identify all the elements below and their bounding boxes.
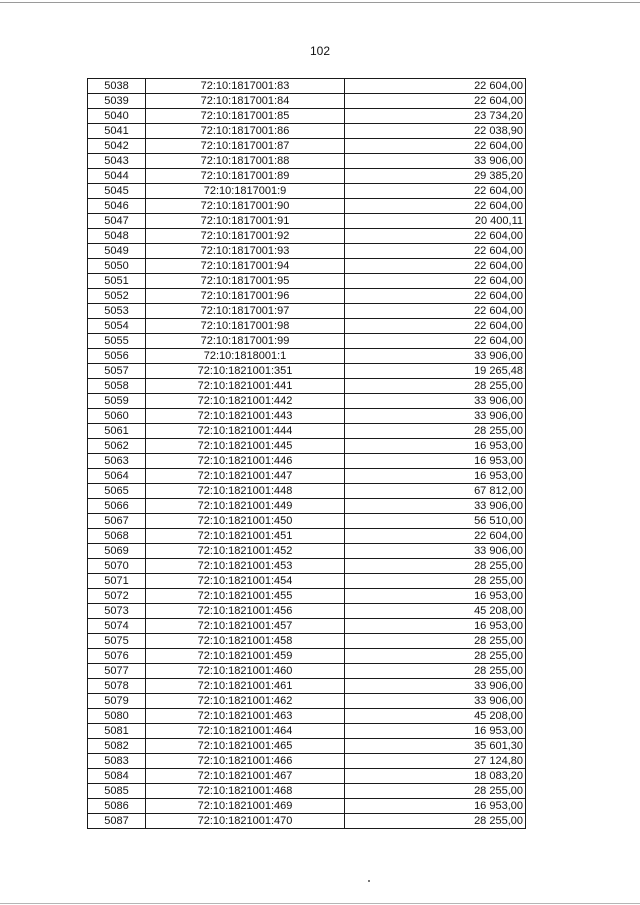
row-number-cell: 5047 xyxy=(88,214,146,229)
row-number-cell: 5081 xyxy=(88,724,146,739)
value-cell: 22 604,00 xyxy=(345,244,526,259)
table-row xyxy=(88,769,526,784)
row-number-cell: 5045 xyxy=(88,184,146,199)
value-cell: 56 510,00 xyxy=(345,514,526,529)
cadastral-number-cell: 72:10:1817001:85 xyxy=(146,109,345,124)
table-body xyxy=(88,79,526,829)
page-number: 102 xyxy=(309,44,331,58)
cadastral-number-cell: 72:10:1821001:447 xyxy=(146,469,345,484)
value-cell: 33 906,00 xyxy=(345,349,526,364)
row-number-cell: 5073 xyxy=(88,604,146,619)
value-cell: 28 255,00 xyxy=(345,664,526,679)
cadastral-number-cell: 72:10:1821001:461 xyxy=(146,679,345,694)
row-number-cell: 5059 xyxy=(88,394,146,409)
cadastral-number-cell: 72:10:1817001:94 xyxy=(146,259,345,274)
table-row xyxy=(88,484,526,499)
row-number-cell: 5044 xyxy=(88,169,146,184)
value-cell: 28 255,00 xyxy=(345,649,526,664)
value-cell: 28 255,00 xyxy=(345,784,526,799)
value-cell: 22 604,00 xyxy=(345,274,526,289)
table-row xyxy=(88,589,526,604)
cadastral-number-cell: 72:10:1821001:448 xyxy=(146,484,345,499)
cadastral-number-cell: 72:10:1817001:84 xyxy=(146,94,345,109)
value-cell: 22 038,90 xyxy=(345,124,526,139)
cadastral-value-table xyxy=(87,78,526,829)
scan-speck xyxy=(368,880,370,882)
top-edge-rule xyxy=(0,2,640,3)
value-cell: 22 604,00 xyxy=(345,229,526,244)
row-number-cell: 5072 xyxy=(88,589,146,604)
table-row xyxy=(88,814,526,829)
row-number-cell: 5046 xyxy=(88,199,146,214)
value-cell: 22 604,00 xyxy=(345,529,526,544)
cadastral-number-cell: 72:10:1817001:86 xyxy=(146,124,345,139)
cadastral-number-cell: 72:10:1817001:91 xyxy=(146,214,345,229)
table-row xyxy=(88,184,526,199)
row-number-cell: 5078 xyxy=(88,679,146,694)
table-row xyxy=(88,214,526,229)
cadastral-number-cell: 72:10:1821001:457 xyxy=(146,619,345,634)
value-cell: 22 604,00 xyxy=(345,199,526,214)
table-row xyxy=(88,139,526,154)
value-cell: 22 604,00 xyxy=(345,139,526,154)
value-cell: 23 734,20 xyxy=(345,109,526,124)
cadastral-number-cell: 72:10:1821001:442 xyxy=(146,394,345,409)
row-number-cell: 5087 xyxy=(88,814,146,829)
row-number-cell: 5066 xyxy=(88,499,146,514)
table-row xyxy=(88,109,526,124)
value-cell: 22 604,00 xyxy=(345,94,526,109)
row-number-cell: 5071 xyxy=(88,574,146,589)
cadastral-number-cell: 72:10:1817001:9 xyxy=(146,184,345,199)
value-cell: 16 953,00 xyxy=(345,439,526,454)
cadastral-number-cell: 72:10:1821001:453 xyxy=(146,559,345,574)
row-number-cell: 5084 xyxy=(88,769,146,784)
table-row xyxy=(88,409,526,424)
table-row xyxy=(88,499,526,514)
cadastral-number-cell: 72:10:1821001:456 xyxy=(146,604,345,619)
value-cell: 22 604,00 xyxy=(345,259,526,274)
row-number-cell: 5039 xyxy=(88,94,146,109)
row-number-cell: 5086 xyxy=(88,799,146,814)
value-cell: 22 604,00 xyxy=(345,184,526,199)
cadastral-number-cell: 72:10:1821001:467 xyxy=(146,769,345,784)
cadastral-number-cell: 72:10:1821001:459 xyxy=(146,649,345,664)
cadastral-number-cell: 72:10:1821001:466 xyxy=(146,754,345,769)
value-cell: 22 604,00 xyxy=(345,289,526,304)
row-number-cell: 5041 xyxy=(88,124,146,139)
row-number-cell: 5060 xyxy=(88,409,146,424)
cadastral-number-cell: 72:10:1821001:460 xyxy=(146,664,345,679)
value-cell: 27 124,80 xyxy=(345,754,526,769)
value-cell: 28 255,00 xyxy=(345,814,526,829)
cadastral-number-cell: 72:10:1821001:470 xyxy=(146,814,345,829)
row-number-cell: 5068 xyxy=(88,529,146,544)
value-cell: 33 906,00 xyxy=(345,679,526,694)
value-cell: 28 255,00 xyxy=(345,634,526,649)
row-number-cell: 5079 xyxy=(88,694,146,709)
table-row xyxy=(88,274,526,289)
value-cell: 28 255,00 xyxy=(345,559,526,574)
cadastral-number-cell: 72:10:1821001:449 xyxy=(146,499,345,514)
table-row xyxy=(88,694,526,709)
value-cell: 22 604,00 xyxy=(345,319,526,334)
table-row xyxy=(88,394,526,409)
cadastral-number-cell: 72:10:1821001:455 xyxy=(146,589,345,604)
row-number-cell: 5042 xyxy=(88,139,146,154)
cadastral-number-cell: 72:10:1821001:462 xyxy=(146,694,345,709)
table-row xyxy=(88,229,526,244)
value-cell: 28 255,00 xyxy=(345,574,526,589)
row-number-cell: 5056 xyxy=(88,349,146,364)
row-number-cell: 5064 xyxy=(88,469,146,484)
cadastral-number-cell: 72:10:1821001:454 xyxy=(146,574,345,589)
cadastral-number-cell: 72:10:1821001:444 xyxy=(146,424,345,439)
cadastral-number-cell: 72:10:1817001:92 xyxy=(146,229,345,244)
table-row xyxy=(88,604,526,619)
table-row xyxy=(88,799,526,814)
cadastral-number-cell: 72:10:1821001:443 xyxy=(146,409,345,424)
row-number-cell: 5052 xyxy=(88,289,146,304)
cadastral-number-cell: 72:10:1817001:98 xyxy=(146,319,345,334)
value-cell: 28 255,00 xyxy=(345,424,526,439)
row-number-cell: 5074 xyxy=(88,619,146,634)
row-number-cell: 5067 xyxy=(88,514,146,529)
cadastral-number-cell: 72:10:1817001:89 xyxy=(146,169,345,184)
row-number-cell: 5051 xyxy=(88,274,146,289)
value-cell: 28 255,00 xyxy=(345,379,526,394)
row-number-cell: 5050 xyxy=(88,259,146,274)
cadastral-number-cell: 72:10:1817001:99 xyxy=(146,334,345,349)
value-cell: 33 906,00 xyxy=(345,154,526,169)
value-cell: 16 953,00 xyxy=(345,454,526,469)
table-row xyxy=(88,529,526,544)
value-cell: 35 601,30 xyxy=(345,739,526,754)
cadastral-number-cell: 72:10:1817001:97 xyxy=(146,304,345,319)
value-cell: 67 812,00 xyxy=(345,484,526,499)
bottom-edge-rule xyxy=(0,903,640,904)
row-number-cell: 5040 xyxy=(88,109,146,124)
table-row xyxy=(88,649,526,664)
cadastral-number-cell: 72:10:1821001:445 xyxy=(146,439,345,454)
table-row xyxy=(88,634,526,649)
row-number-cell: 5062 xyxy=(88,439,146,454)
cadastral-number-cell: 72:10:1817001:83 xyxy=(146,79,345,94)
value-cell: 16 953,00 xyxy=(345,469,526,484)
table-row xyxy=(88,454,526,469)
cadastral-number-cell: 72:10:1818001:1 xyxy=(146,349,345,364)
row-number-cell: 5055 xyxy=(88,334,146,349)
row-number-cell: 5038 xyxy=(88,79,146,94)
row-number-cell: 5049 xyxy=(88,244,146,259)
row-number-cell: 5061 xyxy=(88,424,146,439)
table-row xyxy=(88,514,526,529)
table-row xyxy=(88,424,526,439)
cadastral-number-cell: 72:10:1821001:452 xyxy=(146,544,345,559)
cadastral-number-cell: 72:10:1821001:450 xyxy=(146,514,345,529)
table-row xyxy=(88,739,526,754)
row-number-cell: 5075 xyxy=(88,634,146,649)
row-number-cell: 5080 xyxy=(88,709,146,724)
row-number-cell: 5058 xyxy=(88,379,146,394)
value-cell: 29 385,20 xyxy=(345,169,526,184)
value-cell: 45 208,00 xyxy=(345,709,526,724)
row-number-cell: 5083 xyxy=(88,754,146,769)
value-cell: 33 906,00 xyxy=(345,409,526,424)
table-row xyxy=(88,364,526,379)
table-row xyxy=(88,169,526,184)
cadastral-number-cell: 72:10:1821001:464 xyxy=(146,724,345,739)
value-cell: 22 604,00 xyxy=(345,304,526,319)
value-cell: 33 906,00 xyxy=(345,394,526,409)
value-cell: 16 953,00 xyxy=(345,589,526,604)
table-row xyxy=(88,724,526,739)
value-cell: 33 906,00 xyxy=(345,694,526,709)
row-number-cell: 5054 xyxy=(88,319,146,334)
table-row xyxy=(88,79,526,94)
value-cell: 33 906,00 xyxy=(345,499,526,514)
value-cell: 16 953,00 xyxy=(345,724,526,739)
row-number-cell: 5082 xyxy=(88,739,146,754)
table-row xyxy=(88,439,526,454)
row-number-cell: 5077 xyxy=(88,664,146,679)
value-cell: 20 400,11 xyxy=(345,214,526,229)
table-row xyxy=(88,679,526,694)
table-row xyxy=(88,154,526,169)
cadastral-number-cell: 72:10:1817001:88 xyxy=(146,154,345,169)
table-row xyxy=(88,199,526,214)
row-number-cell: 5057 xyxy=(88,364,146,379)
table-row xyxy=(88,754,526,769)
cadastral-number-cell: 72:10:1821001:446 xyxy=(146,454,345,469)
table-row xyxy=(88,289,526,304)
row-number-cell: 5065 xyxy=(88,484,146,499)
table-row xyxy=(88,259,526,274)
row-number-cell: 5053 xyxy=(88,304,146,319)
table-row xyxy=(88,334,526,349)
row-number-cell: 5048 xyxy=(88,229,146,244)
table-row xyxy=(88,664,526,679)
cadastral-number-cell: 72:10:1821001:441 xyxy=(146,379,345,394)
cadastral-number-cell: 72:10:1821001:458 xyxy=(146,634,345,649)
row-number-cell: 5063 xyxy=(88,454,146,469)
cadastral-number-cell: 72:10:1821001:451 xyxy=(146,529,345,544)
value-cell: 45 208,00 xyxy=(345,604,526,619)
row-number-cell: 5069 xyxy=(88,544,146,559)
row-number-cell: 5070 xyxy=(88,559,146,574)
table-row xyxy=(88,379,526,394)
table-row xyxy=(88,304,526,319)
value-cell: 18 083,20 xyxy=(345,769,526,784)
table-row xyxy=(88,349,526,364)
value-cell: 22 604,00 xyxy=(345,79,526,94)
table-row xyxy=(88,319,526,334)
table-row xyxy=(88,244,526,259)
table-row xyxy=(88,544,526,559)
cadastral-number-cell: 72:10:1817001:87 xyxy=(146,139,345,154)
table-row xyxy=(88,94,526,109)
cadastral-number-cell: 72:10:1821001:469 xyxy=(146,799,345,814)
cadastral-number-cell: 72:10:1817001:90 xyxy=(146,199,345,214)
table-row xyxy=(88,469,526,484)
value-cell: 19 265,48 xyxy=(345,364,526,379)
table-row xyxy=(88,784,526,799)
table-row xyxy=(88,709,526,724)
table-row xyxy=(88,619,526,634)
cadastral-number-cell: 72:10:1817001:93 xyxy=(146,244,345,259)
value-cell: 33 906,00 xyxy=(345,544,526,559)
row-number-cell: 5043 xyxy=(88,154,146,169)
table-row xyxy=(88,574,526,589)
value-cell: 22 604,00 xyxy=(345,334,526,349)
value-cell: 16 953,00 xyxy=(345,799,526,814)
row-number-cell: 5076 xyxy=(88,649,146,664)
cadastral-number-cell: 72:10:1821001:351 xyxy=(146,364,345,379)
cadastral-number-cell: 72:10:1821001:463 xyxy=(146,709,345,724)
row-number-cell: 5085 xyxy=(88,784,146,799)
table-row xyxy=(88,559,526,574)
cadastral-number-cell: 72:10:1817001:95 xyxy=(146,274,345,289)
cadastral-number-cell: 72:10:1821001:465 xyxy=(146,739,345,754)
cadastral-number-cell: 72:10:1817001:96 xyxy=(146,289,345,304)
table-row xyxy=(88,124,526,139)
cadastral-number-cell: 72:10:1821001:468 xyxy=(146,784,345,799)
value-cell: 16 953,00 xyxy=(345,619,526,634)
